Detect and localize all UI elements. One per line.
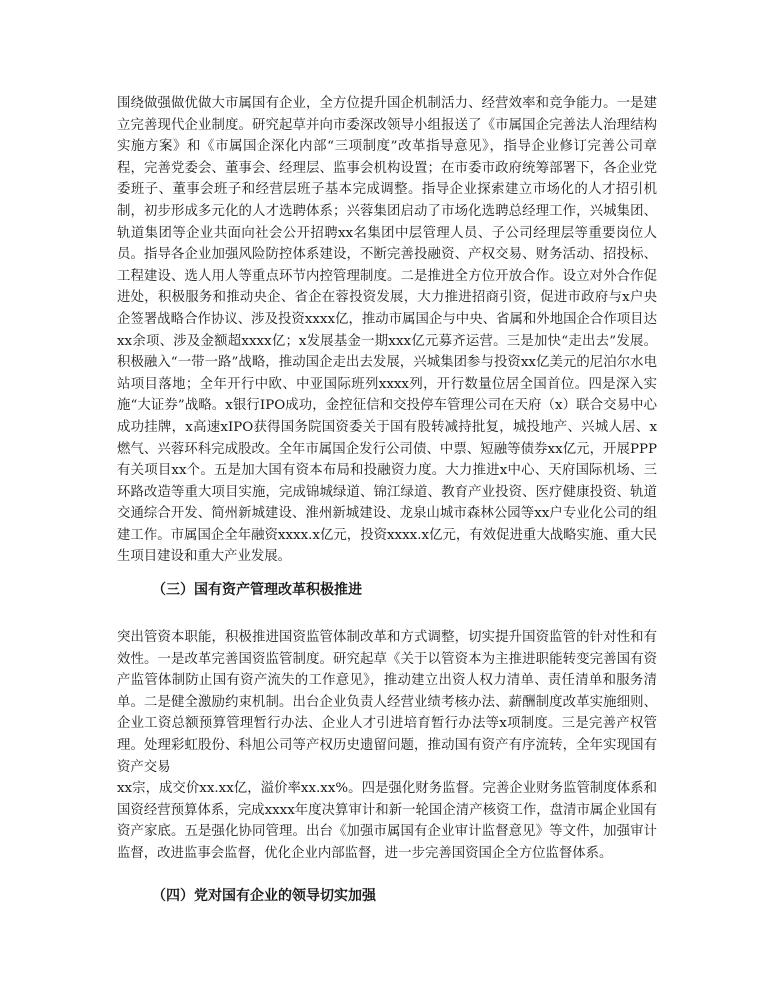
body-paragraph-2-part-1: 突出管资本职能，积极推进国资监管体制改革和方式调整，切实提升国资监管的针对性和有效性。一是改革完善国资监管制度。研究起草《关于以管资本为主推进职能转变完善国有资产监管体制防止国有资产流失的工作意见》，推动建立出资人权力清单、责任清单和服务清单。二是健全激励约束机制。出台企业负责人经营业绩考核办法、薪酬制度改革实施细则、企业工资总额预算管理暂行办法、企业人才引进培育暂行办法等x项制度。三是完善产权管理。处理彩虹股份、科旭公司等产权历史遗留问题，推动国有资产有序流转，全年实现国有资产交易 bbox=[117, 630, 657, 775]
body-paragraph-1: 围绕做强做优做大市属国有企业，全方位提升国企机制活力、经营效率和竞争能力。一是建立完善现代企业制度。研究起草并向市委深改领导小组报送了《市属国企完善法人治理结构实施方案》和《市属国企深化内部“三项制度”改革指导意见》，指导企业修订完善公司章程，完善党委会、董事会、经理层、监事会机构设置；在市委市政府统筹部署下，各企业党委班子、董事会班子和经营层班子基本完成调整。指导企业探索建立市场化的人才招引机制，初步形成多元化的人才选聘体系；兴蓉集团启动了市场化选聘总经理工作，兴城集团、轨道集团等企业共面向社会公开招聘xx名集团中层管理人员、子公司经理层等重要岗位人员。指导各企业加强风险防控体系建设，不断完善投融资、产权交易、财务活动、招投标、工程建设、选人用人等重点环节内控管理制度。二是推进全方位开放合作。设立对外合作促进处，积极服务和推动央企、省企在蓉投资发展，大力推进招商引资，促进市政府与x户央企签署战略合作协议、涉及投资xxxx亿，推动市属国企与中央、省属和外地国企合作项目达xx余项、涉及金额超xxxx亿；x发展基金一期xxx亿元募齐运营。三是加快“走出去”发展。积极融入“一带一路”战略，推动国企走出去发展，兴城集团参与投资xx亿美元的尼泊尔水电站项目落地；全年开行中欧、中亚国际班列xxxx列，开行数量位居全国首位。四是深入实施“大证券”战略。x银行IPO成功，金控征信和交投停车管理公司在天府（x）联合交易中心成功挂牌，x高速xIPO获得国务院国资委关于国有股转减持批复，城投地产、兴城人居、x燃气、兴蓉环科完成股改。全年市属国企发行公司债、中票、短融等债券xx亿元，开展PPP有关项目xx个。五是加大国有资本布局和投融资力度。大力推进x中心、天府国际机场、三环路改造等重大项目实施，完成锦城绿道、锦江绿道、教育产业投资、医疗健康投资、轨道交通综合开发、简州新城建设、淮州新城建设、龙泉山城市森林公园等xx户专业化公司的组建工作。市属国企全年融资xxxx.x亿元，投资xxxx.x亿元，有效促进重大战略实施、重大民生项目建设和重大产业发展。 bbox=[117, 96, 657, 565]
body-paragraph-2-part-2: xx宗，成交价xx.xx亿，溢价率xx.xx%。四是强化财务监督。完善企业财务监管制度体系和国资经营预算体系，完成xxxx年度决算审计和新一轮国企清产核资工作，盘清市属企业国有资产家底。五是强化协同管理。出台《加强市属国有企业审计监督意见》等文件，加强审计监督，改进监事会监督，优化企业内部监督，进一步完善国资国企全方位监督体系。 bbox=[117, 781, 657, 861]
section-heading-3: （三）国有资产管理改革积极推进 bbox=[152, 582, 362, 598]
section-heading-4: （四）党对国有企业的领导切实加强 bbox=[152, 888, 376, 904]
body-paragraph-2 bbox=[117, 627, 657, 865]
